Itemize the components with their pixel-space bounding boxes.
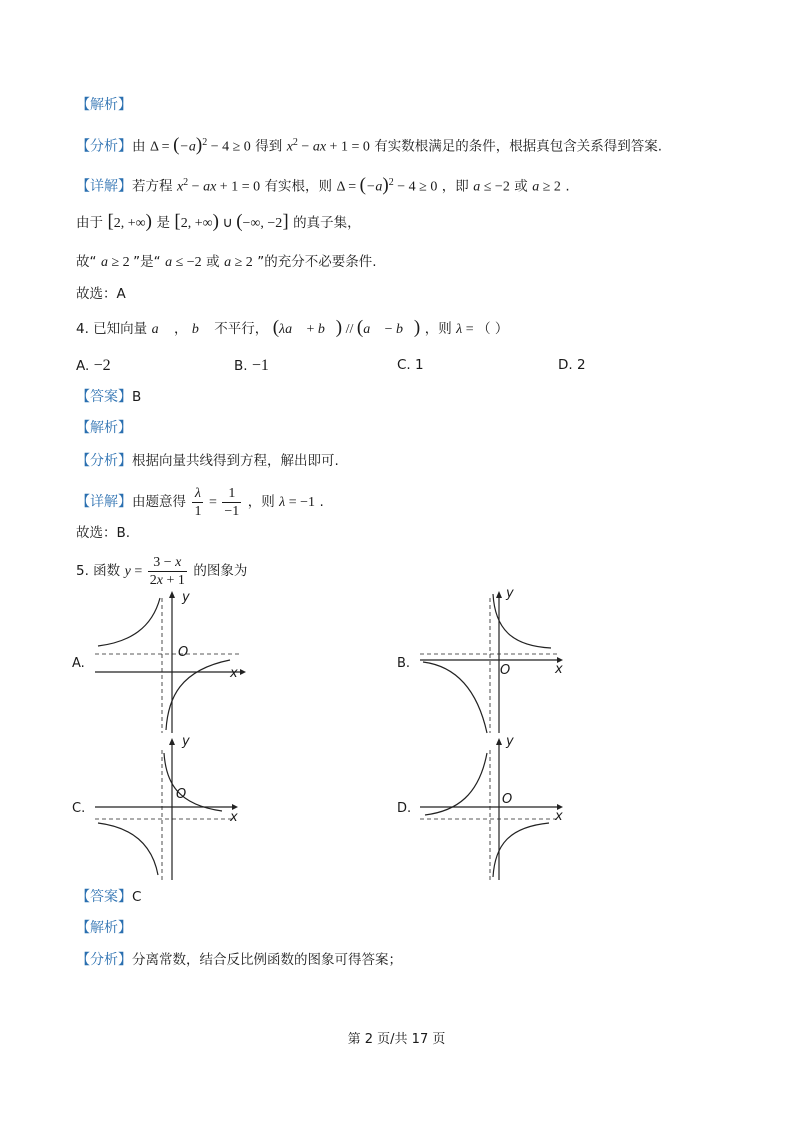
graph-d-x-label: x (555, 809, 563, 824)
q4-option-d[interactable]: D. 2 (558, 357, 586, 373)
q4-option-a[interactable]: A. −2 (76, 357, 111, 374)
graph-b-origin: O (500, 663, 511, 678)
q3-conclusion-line: 故“ a ≥ 2 ”是“ a ≤ −2 或 a ≥ 2 ”的充分不必要条件. (76, 254, 377, 270)
graph-d[interactable] (415, 735, 575, 885)
q3-choice: 故选：A (76, 286, 126, 302)
graph-b[interactable] (415, 588, 575, 738)
graph-b-y-label: y (506, 586, 514, 601)
q3-detail-line: 【详解】若方程 $x^2$ − ax + 1 = 0 有实根，则 $\Delta = (-a)^2 - 4 \ge 0$ ，即 a ≤ −2 或 a ≥ 2 . (76, 174, 570, 196)
q3-fenxi-line: 【分析】由 $\Delta = (-a)^2 - 4 \ge 0$ 得到 $x^2$ − ax + 1 = 0 有实数根满足的条件，根据真包含关系得到答案. (76, 134, 663, 156)
graph-a-x-label: x (230, 666, 238, 681)
q4-fenxi: 【分析】根据向量共线得到方程，解出即可. (76, 453, 339, 469)
graph-d-origin: O (502, 792, 513, 807)
graph-a[interactable] (90, 588, 250, 738)
page-footer: 第 2 页/共 17 页 (347, 1032, 446, 1047)
q4-option-c[interactable]: C. 1 (397, 357, 424, 373)
graph-d-letter[interactable]: D. (397, 801, 412, 816)
q4-answer: 【答案】B (76, 389, 142, 405)
graph-d-y-label: y (506, 734, 514, 749)
q4-analysis-tag: 【解析】 (76, 420, 132, 436)
q5-answer: 【答案】C (76, 889, 142, 905)
q3-subset-line: 由于 [2, +∞) 是 [2, +∞) ∪ (−∞, −2] 的真子集， (76, 211, 361, 232)
graph-b-x-label: x (555, 662, 563, 677)
q5-stem: 5. 函数 y = $\frac{3 - x}{2x + 1}$ 的图象为 (76, 554, 248, 588)
graph-b-letter[interactable]: B. (397, 656, 411, 671)
graph-c-letter[interactable]: C. (72, 801, 86, 816)
q4-option-b[interactable]: B. −1 (234, 357, 269, 374)
q4-stem: 4. 已知向量 a⃗ ， b⃗ 不平行， (λa⃗ + b⃗) // (a⃗ − b⃗) ，则 λ = （ ） (76, 317, 509, 338)
graph-a-y-label: y (182, 590, 190, 605)
q4-choice: 故选：B. (76, 525, 131, 541)
q4-detail: 【详解】由题意得 $\frac{\lambda}{1}$ = $\frac{1}{-1}$ ，则 λ = −1 . (76, 485, 324, 519)
graph-a-origin: O (178, 645, 189, 660)
analysis-tag: 【解析】 (76, 97, 132, 113)
graph-c-x-label: x (230, 810, 238, 825)
graph-c[interactable] (90, 735, 250, 885)
graph-c-y-label: y (182, 734, 190, 749)
q5-analysis-tag: 【解析】 (76, 920, 132, 936)
q5-fenxi: 【分析】分离常数，结合反比例函数的图象可得答案； (76, 952, 402, 968)
graph-c-origin: O (176, 787, 187, 802)
graph-a-letter[interactable]: A. (72, 656, 85, 671)
